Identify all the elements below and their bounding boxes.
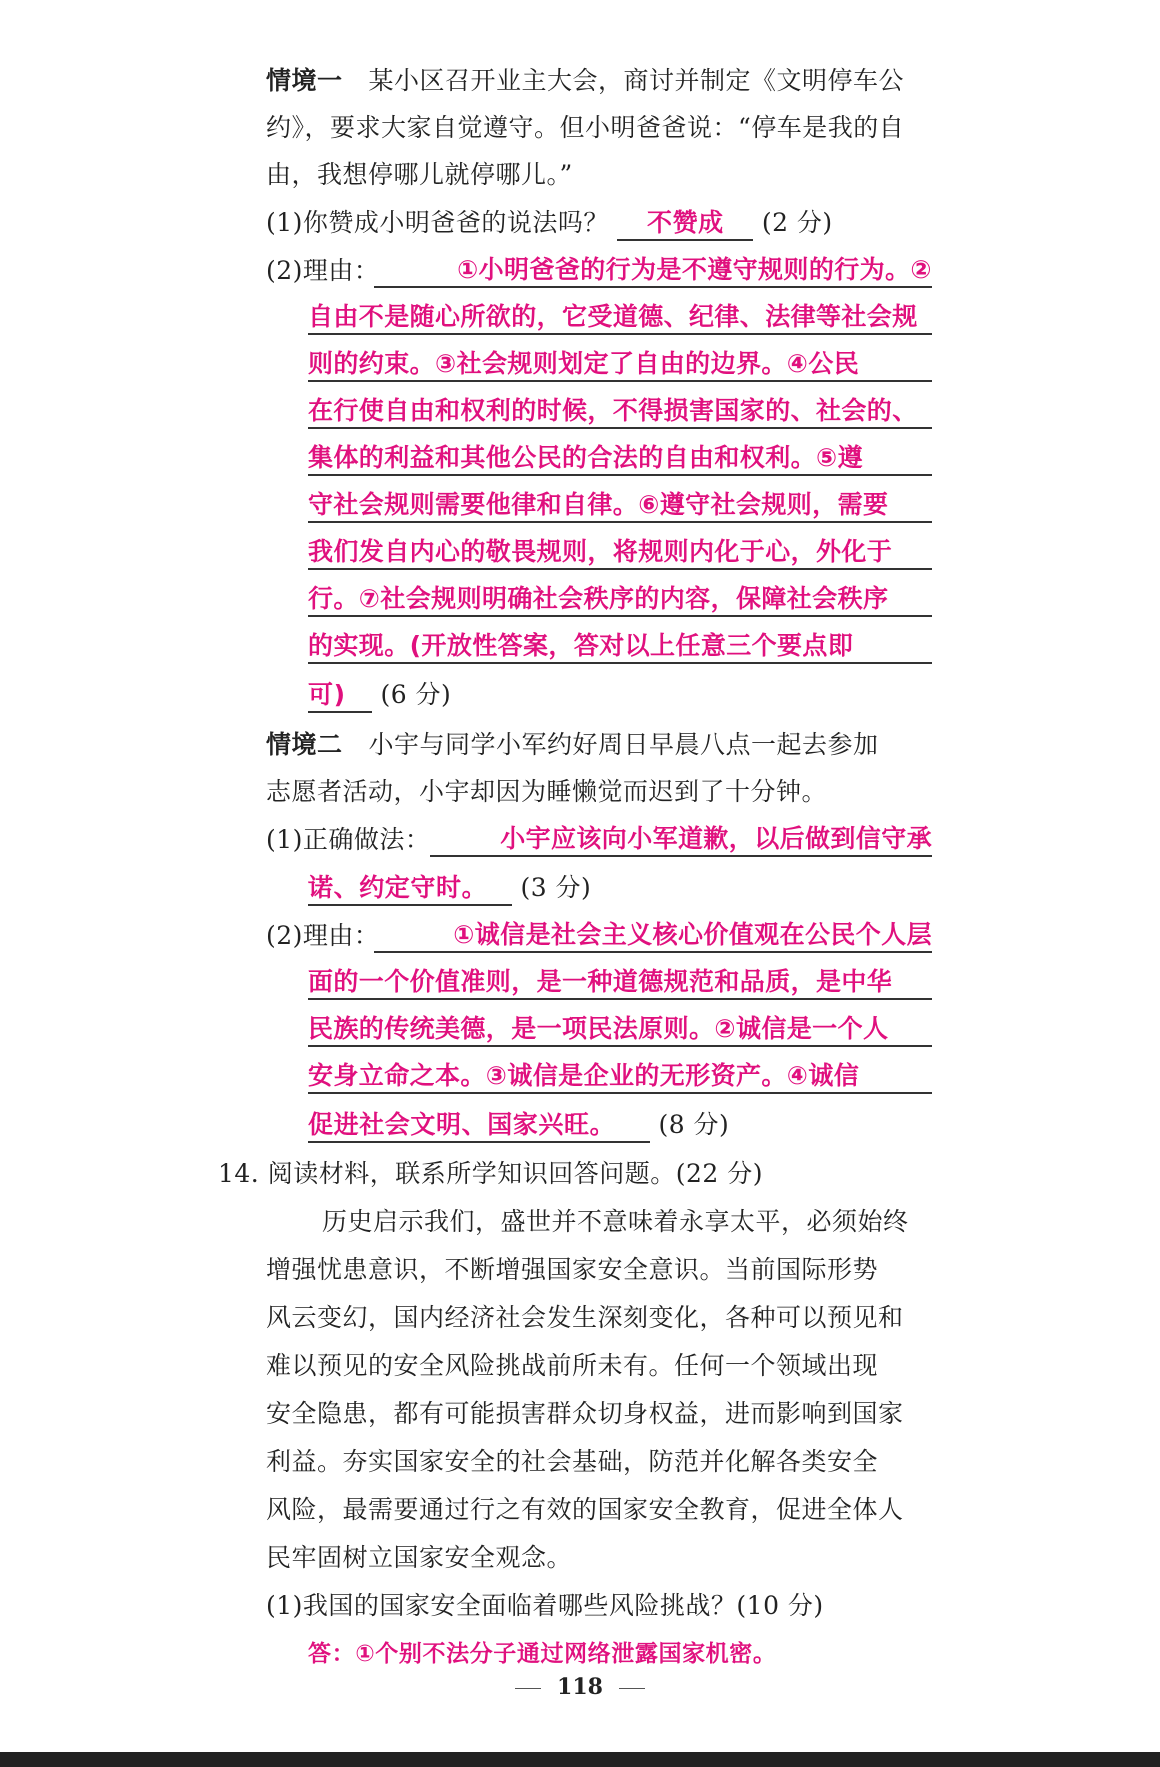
scenario2-q2-prefix: (2)理由： (266, 921, 380, 950)
scenario2-reason-line-1: ①诚信是社会主义核心价值观在公民个人层 (374, 919, 932, 953)
scenario2-title: 情境二 (266, 730, 343, 759)
page-number: 118 (557, 1674, 603, 1700)
q14-material-line-8: 民牢固树立国家安全观念。 (266, 1543, 573, 1572)
scenario1-reason-line-2: 自由不是随心所欲的，它受道德、纪律、法律等社会规 (308, 301, 932, 335)
scenario1-reason-line-5: 集体的利益和其他公民的合法的自由和权利。⑤遵 (308, 442, 932, 476)
q14-material-line-5: 安全隐患，都有可能损害群众切身权益，进而影响到国家 (266, 1399, 904, 1428)
scenario1-reason-line-4: 在行使自由和权利的时候，不得损害国家的、社会的、 (308, 395, 932, 429)
scenario2-q1-answer-1: 小宇应该向小军道歉，以后做到信守承 (430, 823, 932, 857)
scenario1-q1 (266, 206, 833, 241)
scenario1-line3: 由，我想停哪儿就停哪儿。” (266, 160, 573, 189)
scenario1-q2-score: (6 分) (380, 680, 452, 709)
scenario2-reason-last-text: 促进社会文明、国家兴旺。 (308, 1109, 650, 1143)
scenario1-q1-score: (2 分) (761, 208, 833, 237)
scenario1-reason-last-text: 可) (308, 679, 372, 713)
q14-material-line-4: 难以预见的安全风险挑战前所未有。任何一个领域出现 (266, 1351, 879, 1380)
scenario1-title: 情境一 (266, 66, 343, 95)
scenario1-reason-line-9: 的实现。(开放性答案，答对以上任意三个要点即 (308, 630, 932, 664)
q14-material-line-1: 历史启示我们，盛世并不意味着永享太平，必须始终 (322, 1207, 909, 1236)
scenario1-line1 (266, 64, 904, 98)
q14-sub-question-1: (1)我国的国家安全面临着哪些风险挑战？(10 分) (266, 1591, 824, 1620)
scenario1-line2: 约》，要求大家自觉遵守。但小明爸爸说：“停车是我的自 (266, 113, 905, 142)
scenario1-reason-line-6: 守社会规则需要他律和自律。⑥遵守社会规则，需要 (308, 489, 932, 523)
scenario2-line1 (266, 728, 879, 762)
scenario1-text-1: 某小区召开业主大会，商讨并制定《文明停车公 (368, 66, 905, 95)
scenario2-q1-answer-row2 (308, 871, 591, 906)
scenario1-reason-line-1: ①小明爸爸的行为是不遵守规则的行为。② (374, 254, 932, 288)
scenario1-q1-prefix: (1)你赞成小明爸爸的说法吗？ (266, 208, 609, 237)
scenario2-reason-line-4: 安身立命之本。③诚信是企业的无形资产。④诚信 (308, 1060, 932, 1094)
scenario2-q1-answer-2: 诺、约定守时。 (308, 872, 512, 906)
q14-material-line-6: 利益。夯实国家安全的社会基础，防范并化解各类安全 (266, 1447, 879, 1476)
scenario2-q1-score: (3 分) (520, 873, 592, 902)
scenario1-q1-answer: 不赞成 (617, 207, 753, 241)
scenario1-reason-last (308, 678, 451, 713)
scenario2-reason-last (308, 1108, 729, 1143)
scenario2-reason-line-3: 民族的传统美德，是一项民法原则。②诚信是一个人 (308, 1013, 932, 1047)
q14-material-line-2: 增强忧患意识，不断增强国家安全意识。当前国际形势 (266, 1255, 879, 1284)
footer-dash-right (619, 1688, 645, 1689)
page-footer (0, 1672, 1160, 1703)
bottom-edge-bar (0, 1752, 1160, 1767)
scenario2-reason-line-2: 面的一个价值准则，是一种道德规范和品质，是中华 (308, 966, 932, 1000)
q14-material-line-3: 风云变幻，国内经济社会发生深刻变化，各种可以预见和 (266, 1303, 904, 1332)
scenario1-reason-line-8: 行。⑦社会规则明确社会秩序的内容，保障社会秩序 (308, 583, 932, 617)
footer-dash-left (515, 1688, 541, 1689)
scenario2-line2: 志愿者活动，小宇却因为睡懒觉而迟到了十分钟。 (266, 777, 828, 806)
scenario2-q2-score: (8 分) (658, 1110, 730, 1139)
scenario1-reason-line-3: 则的约束。③社会规则划定了自由的边界。④公民 (308, 348, 932, 382)
q14-material-line-7: 风险，最需要通过行之有效的国家安全教育，促进全体人 (266, 1495, 904, 1524)
scenario1-reason-line-7: 我们发自内心的敬畏规则，将规则内化于心，外化于 (308, 536, 932, 570)
scenario1-q2-prefix: (2)理由： (266, 256, 380, 285)
question-14-header: 14. 阅读材料，联系所学知识回答问题。(22 分) (218, 1159, 763, 1188)
q14-answer-1: 答：①个别不法分子通过网络泄露国家机密。 (308, 1641, 777, 1667)
scenario2-text-1: 小宇与同学小军约好周日早晨八点一起去参加 (368, 730, 879, 759)
scenario2-q1-prefix: (1)正确做法： (266, 825, 431, 854)
